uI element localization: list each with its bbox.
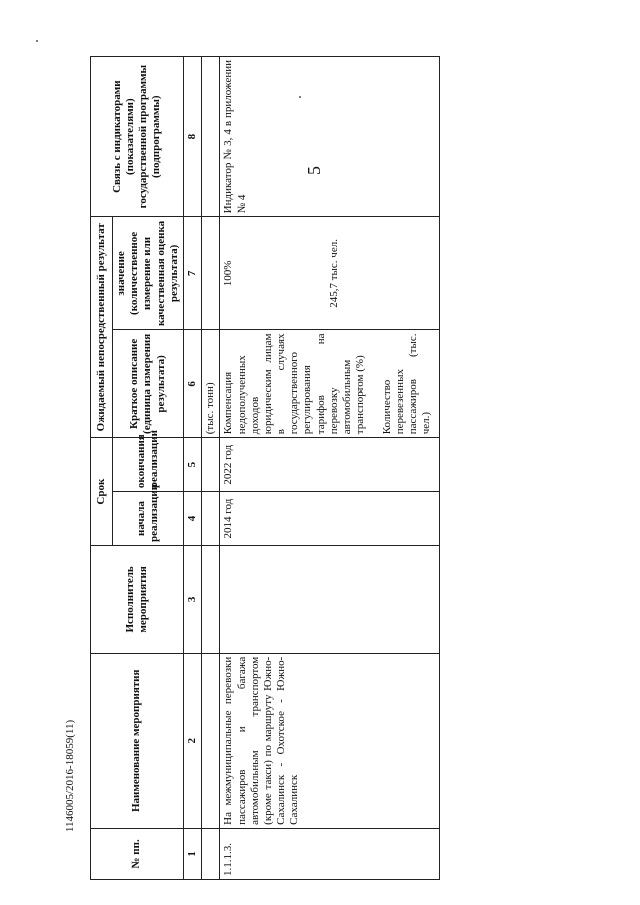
- header-expected: Ожидаемый непосредственный результат: [91, 217, 113, 438]
- page-number: 5: [304, 166, 324, 175]
- expected-desc-2: Количество перевезенных пассажиров (тыс. чел.): [380, 333, 433, 435]
- header-term: Срок: [91, 438, 113, 546]
- expected-value-2: 245,7 тыс. чел.: [327, 239, 340, 308]
- row-link: Индикатор № 3, 4 в приложении № 4: [220, 57, 440, 217]
- scan-speck: [36, 40, 38, 42]
- activity-table-wrapper: [90, 56, 440, 880]
- header-num: № пп.: [91, 828, 184, 879]
- col-number: 5: [183, 438, 201, 492]
- row-expected-desc: [220, 330, 440, 438]
- row-num: 1.1.1.3.: [220, 828, 440, 879]
- carry-over-desc: (тыс. тонн): [202, 330, 220, 438]
- expected-desc-1: Компенсация недополученных доходов юридическим лицам в случаях государственного регулирования тарифов на перевозку автомобильным транспортом (%): [222, 333, 367, 435]
- col-number: 6: [183, 330, 201, 438]
- table-row: [220, 57, 440, 880]
- column-numbers-row: [183, 57, 201, 880]
- activity-table: [90, 56, 440, 880]
- header-term-end: окончания реализации: [113, 438, 184, 492]
- header-name: Наименование мероприятия: [91, 653, 184, 828]
- row-executor: [220, 545, 440, 653]
- col-number: 3: [183, 545, 201, 653]
- header-link: Связь с индикаторами (показателями) государственной программы (подпрограммы): [91, 57, 184, 217]
- col-number: 1: [183, 828, 201, 879]
- row-expected-value: [220, 217, 440, 330]
- row-end: 2022 год: [220, 438, 440, 492]
- col-number: 4: [183, 492, 201, 546]
- col-number: 8: [183, 57, 201, 217]
- row-name: На межмуниципальные перевозки пассажиров и багажа автомобильным транспортом (кроме такси) по маршруту Южно-Сахалинск - Охотское - Южно-Сахалинск: [220, 653, 440, 828]
- header-expected-desc: Краткое описание (единица измерения результата): [113, 330, 184, 438]
- row-start: 2014 год: [220, 492, 440, 546]
- col-number: 2: [183, 653, 201, 828]
- carry-over-row: [202, 57, 220, 880]
- document-code: 1146005/2016-18059(11): [64, 719, 77, 833]
- header-term-start: начала реализации: [113, 492, 184, 546]
- header-expected-value: значение (количественное измерение или качественная оценка результата): [113, 217, 184, 330]
- expected-value-1: 100%: [222, 260, 235, 287]
- col-number: 7: [183, 217, 201, 330]
- header-executor: Исполнитель мероприятия: [91, 545, 184, 653]
